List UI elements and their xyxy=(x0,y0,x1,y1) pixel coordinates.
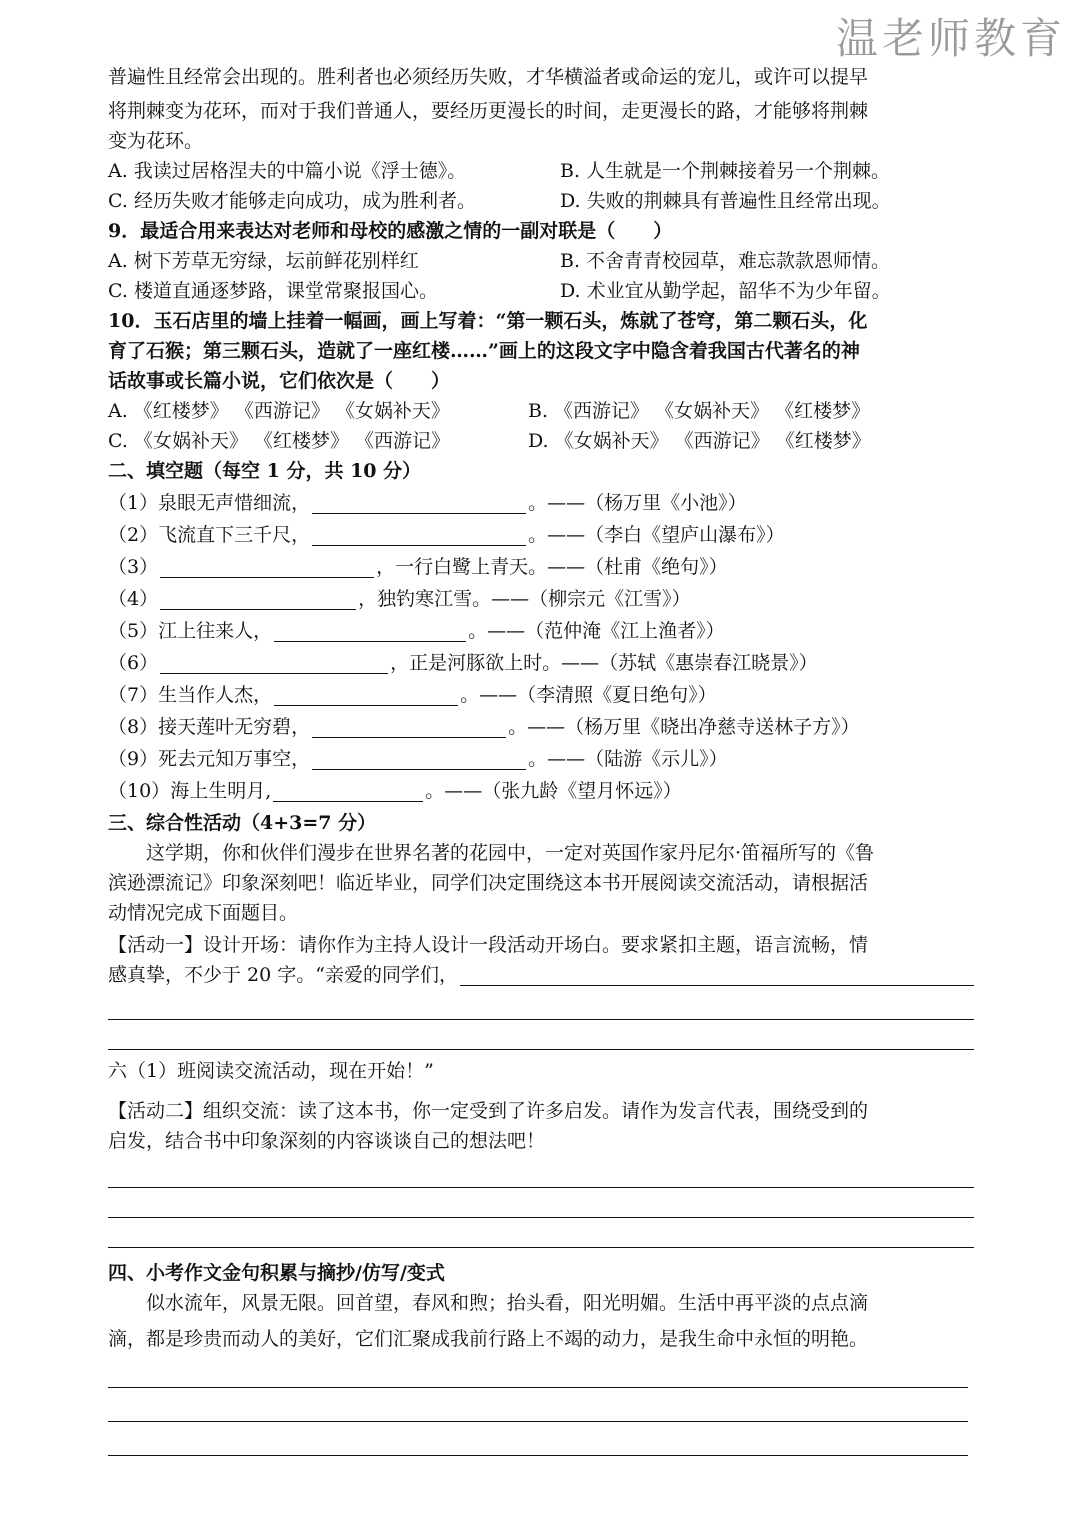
q9-options-row-2 xyxy=(108,276,974,306)
answer-blank[interactable] xyxy=(312,493,526,514)
item-number: （5） xyxy=(108,620,159,642)
q8-options-row-1 xyxy=(108,156,974,186)
passage-line: 将荆棘变为花环，而对于我们普通人，要经历更漫长的时间，走更漫长的路，才能够将荆棘 xyxy=(108,100,869,122)
item-post-text: 。——（李清照《夏日绝句》） xyxy=(460,684,717,706)
text-line: 似水流年，风景无限。回首望，春风和煦；抬头看，阳光明媚。生活中再平淡的点点滴 xyxy=(108,1292,869,1314)
fill-item-2 xyxy=(108,518,974,550)
fill-item-3 xyxy=(108,550,974,582)
fill-item-6 xyxy=(108,646,974,678)
q10-option-a[interactable]: A. 《红楼梦》 《西游记》 《女娲补天》 xyxy=(108,400,450,422)
item-pre-text: 生当作人杰， xyxy=(158,684,273,706)
section4-text xyxy=(108,1288,974,1354)
answer-line[interactable] xyxy=(108,1218,974,1248)
answer-blank[interactable] xyxy=(273,781,423,802)
item-pre-text: 江上往来人， xyxy=(158,620,273,642)
item-post-text: 。——（杨万里《晓出净慈寺送林子方》） xyxy=(508,716,860,738)
item-pre-text: 接天莲叶无穷碧， xyxy=(158,716,311,738)
answer-line[interactable] xyxy=(108,1426,968,1456)
q8-passage xyxy=(108,62,974,156)
activity2-prompt-line2: 启发，结合书中印象深刻的内容谈谈自己的想法吧！ xyxy=(108,1130,546,1152)
activity2-prompt: 【活动二】组织交流：读了这本书，你一定受到了许多启发。请作为发言代表，围绕受到的 xyxy=(108,1100,869,1122)
q9-option-c[interactable]: C. 楼道直通逐梦路，课堂常聚报国心。 xyxy=(108,280,438,302)
item-post-text: 。——（李白《望庐山瀑布》） xyxy=(528,524,785,546)
item-post-text: 。——（张九龄《望月怀远》） xyxy=(425,780,682,802)
q10-stem-line: 育了石猴；第三颗石头，造就了一座红楼……”画上的这段文字中隐含着我国古代著名的神 xyxy=(108,340,860,362)
item-number: （10） xyxy=(108,780,171,802)
item-number: （7） xyxy=(108,684,159,706)
answer-blank[interactable] xyxy=(160,589,356,610)
fill-item-1 xyxy=(108,486,974,518)
item-post-text: 。——（范仲淹《江上渔者》） xyxy=(468,620,725,642)
fill-item-10 xyxy=(108,774,974,806)
item-number: （1） xyxy=(108,492,159,514)
q10-option-d[interactable]: D. 《女娲补天》 《西游记》 《红楼梦》 xyxy=(528,430,871,452)
item-number: （4） xyxy=(108,588,159,610)
q10-stem xyxy=(108,306,974,396)
section3-heading: 三、综合性活动（4+3=7 分） xyxy=(108,812,377,834)
section2-heading: 二、填空题（每空 1 分，共 10 分） xyxy=(108,460,422,482)
answer-blank[interactable] xyxy=(312,525,526,546)
text-line: 滴，都是珍贵而动人的美好，它们汇聚成我前行路上不竭的动力，是我生命中永恒的明艳。 xyxy=(108,1328,869,1350)
activity1-prompt-line2 xyxy=(108,960,974,990)
item-post-text: 。——（陆游《示儿》） xyxy=(528,748,728,770)
item-pre-text: 死去元知万事空， xyxy=(158,748,311,770)
passage-line: 普遍性且经常会出现的。胜利者也必须经历失败，才华横溢者或命运的宠儿，或许可以提早 xyxy=(108,66,869,88)
item-number: （9） xyxy=(108,748,159,770)
answer-line[interactable] xyxy=(108,1020,974,1050)
q9-option-d[interactable]: D. 术业宜从勤学起，韶华不为少年留。 xyxy=(560,280,891,302)
q10-options-row-2 xyxy=(108,426,974,456)
activity1-prompt-text: 感真挚，不少于 20 字。“亲爱的同学们， xyxy=(108,964,458,986)
answer-blank[interactable] xyxy=(160,653,388,674)
intro-line: 动情况完成下面题目。 xyxy=(108,902,299,924)
activity1-end-text: 六（1）班阅读交流活动，现在开始！” xyxy=(108,1060,434,1082)
section3-intro xyxy=(108,838,974,928)
q9-option-a[interactable]: A. 树下芳草无穷绿，坛前鲜花别样红 xyxy=(108,250,419,272)
item-pre-text: 泉眼无声惜细流， xyxy=(158,492,311,514)
item-post-text: ，独钓寒江雪。——（柳宗元《江雪》） xyxy=(358,588,691,610)
answer-blank[interactable] xyxy=(274,621,466,642)
q8-options-row-2 xyxy=(108,186,974,216)
answer-blank[interactable] xyxy=(274,685,458,706)
q9-option-b[interactable]: B. 不舍青青校园草，难忘款款恩师情。 xyxy=(560,250,891,272)
activity1-prompt: 【活动一】设计开场：请你作为主持人设计一段活动开场白。要求紧扣主题，语言流畅，情 xyxy=(108,934,869,956)
answer-blank[interactable] xyxy=(312,749,526,770)
fill-item-7 xyxy=(108,678,974,710)
q8-option-d[interactable]: D. 失败的荆棘具有普遍性且经常出现。 xyxy=(560,190,891,212)
exam-page xyxy=(108,58,974,1456)
intro-line: 滨逊漂流记》印象深刻吧！临近毕业，同学们决定围绕这本书开展阅读交流活动，请根据活 xyxy=(108,872,869,894)
answer-blank[interactable] xyxy=(460,965,974,986)
item-pre-text: 海上生明月, xyxy=(170,780,272,802)
fill-item-8 xyxy=(108,710,974,742)
item-number: （6） xyxy=(108,652,159,674)
item-post-text: ，一行白鹭上青天。——（杜甫《绝句》） xyxy=(376,556,728,578)
item-pre-text: 飞流直下三千尺， xyxy=(158,524,311,546)
q9-options-row-1 xyxy=(108,246,974,276)
q10-option-c[interactable]: C. 《女娲补天》 《红楼梦》 《西游记》 xyxy=(108,430,451,452)
answer-line[interactable] xyxy=(108,1188,974,1218)
answer-line[interactable] xyxy=(108,1358,968,1388)
q10-option-b[interactable]: B. 《西游记》 《女娲补天》 《红楼梦》 xyxy=(528,400,871,422)
item-post-text: 。——（杨万里《小池》） xyxy=(528,492,747,514)
q9-stem: 9．最适合用来表达对老师和母校的感激之情的一副对联是（ ） xyxy=(108,220,673,242)
q10-stem-line: 10．玉石店里的墙上挂着一幅画，画上写着：“第一颗石头，炼就了苍穹，第二颗石头，化 xyxy=(108,310,868,332)
item-post-text: ，正是河豚欲上时。——（苏轼《惠崇春江晓景》） xyxy=(390,652,818,674)
intro-line: 这学期，你和伙伴们漫步在世界名著的花园中，一定对英国作家丹尼尔·笛福所写的《鲁 xyxy=(108,842,875,864)
fill-item-5 xyxy=(108,614,974,646)
answer-line[interactable] xyxy=(108,990,974,1020)
fill-item-9 xyxy=(108,742,974,774)
answer-blank[interactable] xyxy=(312,717,506,738)
section4-heading: 四、小考作文金句积累与摘抄/仿写/变式 xyxy=(108,1262,445,1284)
answer-line[interactable] xyxy=(108,1392,968,1422)
passage-line: 变为花环。 xyxy=(108,130,204,152)
item-number: （3） xyxy=(108,556,159,578)
answer-blank[interactable] xyxy=(160,557,374,578)
q8-option-b[interactable]: B. 人生就是一个荆棘接着另一个荆棘。 xyxy=(560,160,891,182)
q10-stem-line: 话故事或长篇小说，它们依次是（ ） xyxy=(108,370,451,392)
item-number: （8） xyxy=(108,716,159,738)
q8-option-c[interactable]: C. 经历失败才能够走向成功，成为胜利者。 xyxy=(108,190,476,212)
item-number: （2） xyxy=(108,524,159,546)
watermark-logo: 温老师教育 xyxy=(835,14,1066,63)
q10-options-row-1 xyxy=(108,396,974,426)
fill-item-4 xyxy=(108,582,974,614)
q8-option-a[interactable]: A. 我读过居格涅夫的中篇小说《浮士德》。 xyxy=(108,160,467,182)
answer-line[interactable] xyxy=(108,1158,974,1188)
